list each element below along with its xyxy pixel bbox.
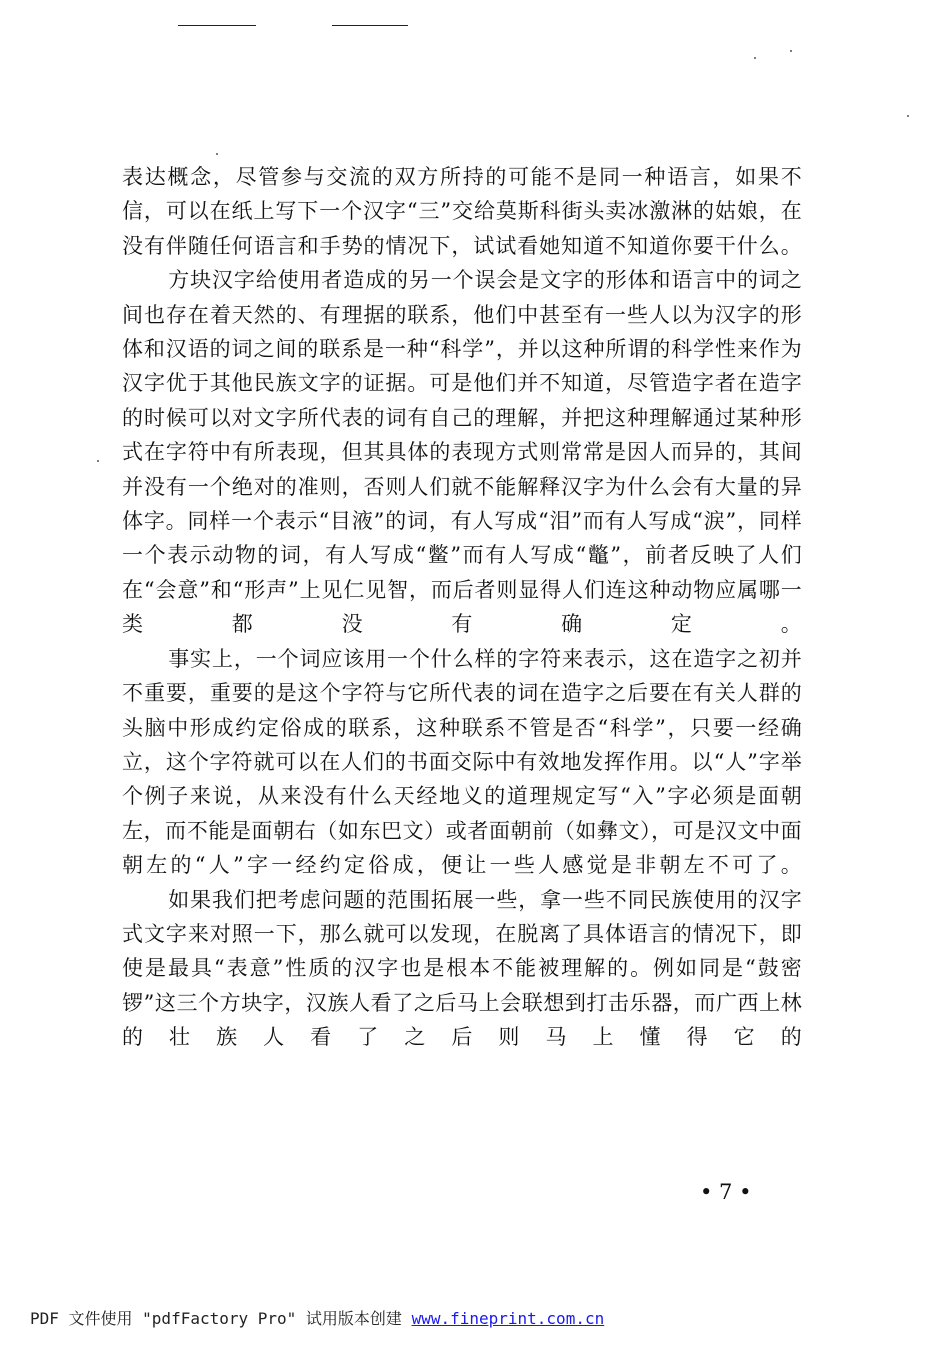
paragraph: 如果我们把考虑问题的范围拓展一些，拿一些不同民族使用的汉字式文字来对照一下，那么就可以发现，在脱离了具体语言的情况下，即使是最具“表意”性质的汉字也是根本不能被理解的。例如同是“鼓密锣”这三个方块字，汉族人看了之后马上会联想到打击乐器，而广西上林的壮族人看了之后则马上懂得它的 bbox=[122, 887, 802, 1050]
page-body bbox=[122, 160, 802, 1055]
scan-speck bbox=[216, 153, 218, 155]
footer-text: PDF 文件使用 "pdfFactory Pro" 试用版本创建 bbox=[30, 1309, 412, 1328]
scan-speck bbox=[97, 460, 99, 462]
page-number: • 7 • bbox=[700, 1180, 752, 1204]
header-rule-left bbox=[178, 25, 256, 26]
paragraph: 事实上，一个词应该用一个什么样的字符来表示，这在造字之初并不重要，重要的是这个字符与它所代表的词在造字之后要在有关人群的头脑中形成约定俗成的联系，这种联系不管是否“科学”，只要一经确立，这个字符就可以在人们的书面交际中有效地发挥作用。以“人”字举个例子来说，从来没有什么天经地义的道理规定写“入”字必须是面朝左，而不能是面朝右（如东巴文）或者面朝前（如彝文），可是汉文中面朝左的“人”字一经约定俗成，便让一些人感觉是非朝左不可了。 bbox=[122, 646, 802, 878]
scan-speck bbox=[754, 57, 756, 59]
pdf-footer bbox=[30, 1306, 604, 1329]
header-rule-right bbox=[332, 25, 408, 26]
paragraph: 表达概念，尽管参与交流的双方所持的可能不是同一种语言，如果不信，可以在纸上写下一个汉字“三”交给莫斯科街头卖冰激淋的姑娘，在没有伴随任何语言和手势的情况下，试试看她知道不知道你要干什么。 bbox=[122, 165, 802, 258]
paragraph: 方块汉字给使用者造成的另一个误会是文字的形体和语言中的词之间也存在着天然的、有理据的联系，他们中甚至有一些人以为汉字的形体和汉语的词之间的联系是一种“科学”，并以这种所谓的科学性来作为汉字优于其他民族文字的证据。可是他们并不知道，尽管造字者在造字的时候可以对文字所代表的词有自己的理解，并把这种理解通过某种形式在字符中有所表现，但其具体的表现方式则常常是因人而异的，其间并没有一个绝对的准则，否则人们就不能解释汉字为什么会有大量的异体字。同样一个表示“目液”的词，有人写成“泪”而有人写成“涙”，同样一个表示动物的词，有人写成“鳖”而有人写成“鼈”，前者反映了人们在“会意”和“形声”上见仁见智，而后者则显得人们连这种动物应属哪一类都没有确定。 bbox=[122, 268, 802, 637]
footer-link[interactable]: www.fineprint.com.cn bbox=[411, 1309, 605, 1328]
scan-speck bbox=[790, 50, 792, 52]
scan-speck bbox=[907, 115, 909, 117]
